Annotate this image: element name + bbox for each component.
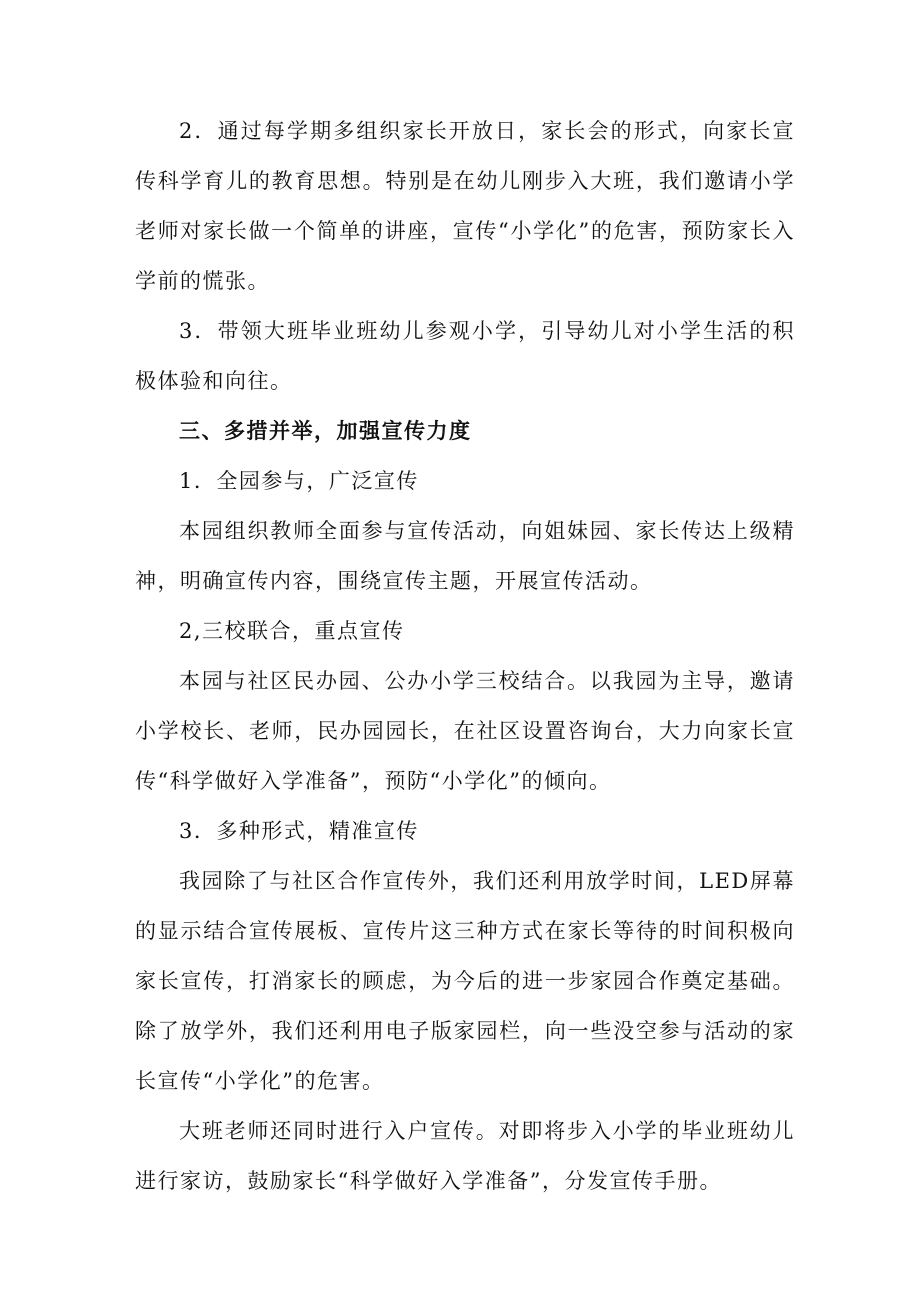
subheading-whole-kindergarten: 1．全园参与，广泛宣传 bbox=[179, 469, 419, 493]
paragraph-parent-lectures: 2．通过每学期多组织家长开放日，家长会的形式，向家长宣传科学育儿的教育思想。特别是在幼儿刚步入大班，我们邀请小学老师对家长做一个简单的讲座，宣传“小学化”的危害，预防家长入学前的慌张。 bbox=[135, 119, 795, 293]
subheading-three-schools: 2,三校联合，重点宣传 bbox=[179, 619, 405, 643]
subheading-multiple-forms: 3．多种形式，精准宣传 bbox=[179, 819, 419, 843]
paragraph-led-publicity: 我园除了与社区合作宣传外，我们还利用放学时间，LED屏幕的显示结合宣传展板、宣传片这三种方式在家长等待的时间积极向家长宣传，打消家长的顾虑，为今后的进一步家园合作奠定基础。除了放学外，我们还利用电子版家园栏，向一些没空参与活动的家长宣传“小学化”的危害。 bbox=[135, 869, 795, 1093]
section-heading-publicity: 三、多措并举，加强宣传力度 bbox=[179, 419, 472, 443]
paragraph-teacher-participation: 本园组织教师全面参与宣传活动，向姐妹园、家长传达上级精神，明确宣传内容，围绕宣传主题，开展宣传活动。 bbox=[135, 519, 795, 593]
document-body bbox=[135, 106, 795, 1206]
paragraph-three-schools: 本园与社区民办园、公办小学三校结合。以我园为主导，邀请小学校长、老师，民办园园长，在社区设置咨询台，大力向家长宣传“科学做好入学准备”，预防“小学化”的倾向。 bbox=[135, 669, 795, 793]
paragraph-home-visits: 大班老师还同时进行入户宣传。对即将步入小学的毕业班幼儿进行家访，鼓励家长“科学做好入学准备”，分发宣传手册。 bbox=[135, 1119, 795, 1193]
paragraph-school-visit: 3．带领大班毕业班幼儿参观小学，引导幼儿对小学生活的积极体验和向往。 bbox=[135, 319, 795, 393]
